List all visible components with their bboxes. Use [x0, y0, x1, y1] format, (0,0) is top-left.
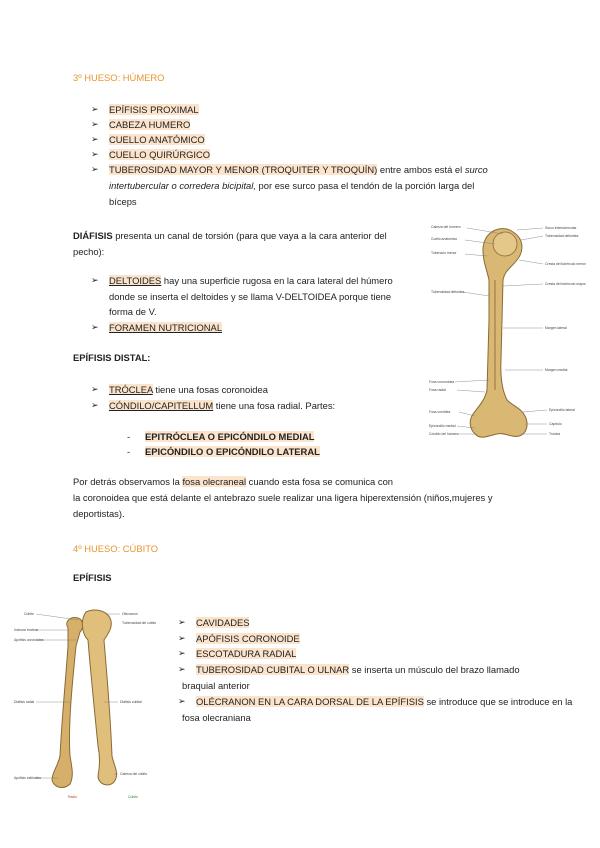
figure-label: Tróclea: [549, 432, 561, 436]
list-item: CÓNDILO/CAPITELLUM tiene una fosa radial. Partes:: [109, 400, 336, 411]
section-heading-cubito: 4º HUESO: CÚBITO: [73, 543, 159, 554]
figure-label: Tuberosidad del cúbito: [122, 621, 157, 625]
figure-label: Apófisis estiloides: [14, 776, 41, 780]
sub-list-item: EPICÓNDILO O EPICÓNDILO LATERAL: [145, 446, 320, 457]
figure-label: Margen medial: [545, 368, 568, 372]
list-item: TUBEROSIDAD MAYOR Y MENOR (TROQUITER Y TROQUÍN) entre ambos está el surco: [109, 164, 488, 175]
figure-label: Tubérculo menor: [431, 251, 457, 255]
list-item-continuation: donde se inserta el deltoides y se llama V-DELTOIDEA porque tiene: [109, 291, 392, 302]
paragraph-diafisis: DIÁFISIS presenta un canal de torsión (para que vaya a la cara anterior del: [73, 230, 387, 241]
figure-label: Radio: [68, 795, 77, 799]
list-item: CABEZA HUMERO: [109, 119, 191, 130]
figure-label: Cabeza del húmero: [431, 225, 461, 229]
paragraph: Por detrás observamos la fosa olecraneal cuando esta fosa se comunica con: [73, 476, 393, 487]
figure-label: Margen lateral: [545, 326, 567, 330]
bullet-icon: ➢: [91, 104, 99, 114]
list-item-continuation: braquial anterior: [182, 680, 250, 691]
figure-label: Cúbito: [128, 795, 138, 799]
figure-label: Diáfisis cubital: [120, 700, 142, 704]
subheading-epifisis-distal: EPÍFISIS DISTAL:: [73, 352, 151, 363]
bullet-icon: ➢: [178, 648, 186, 658]
figure-label: Cabeza del cúbito: [120, 772, 148, 776]
list-item: CUELLO ANATÓMICO: [109, 134, 205, 145]
figure-label: Capítulo: [549, 422, 562, 426]
list-item: CAVIDADES: [196, 617, 250, 628]
figure-label: Olécranon: [122, 612, 138, 616]
sub-list-item: EPITRÓCLEA O EPICÓNDILO MEDIAL: [145, 431, 315, 442]
figure-label: Cuello anatómico: [431, 237, 458, 241]
figure-label: Fosa coronoidea: [429, 380, 455, 384]
figure-label: Fosa radial: [429, 388, 446, 392]
list-item: TUBEROSIDAD CUBITAL O ULNAR se inserta un músculo del brazo llamado: [196, 664, 520, 675]
list-item: FORAMEN NUTRICIONAL: [109, 322, 223, 333]
bullet-icon: ➢: [91, 384, 99, 394]
bullet-icon: ➢: [91, 400, 99, 410]
humerus-illustration: [425, 220, 586, 468]
paragraph-continuation: deportistas).: [73, 508, 125, 519]
dash-bullet: -: [127, 446, 131, 457]
bullet-icon: ➢: [91, 149, 99, 159]
list-item: OLÉCRANON EN LA CARA DORSAL DE LA EPÍFISIS se introduce que se introduce en la: [196, 696, 573, 707]
list-item: TRÓCLEA tiene una fosas coronoidea: [109, 384, 268, 395]
list-item: EPÍFISIS PROXIMAL: [109, 104, 199, 115]
figure-label: Epicóndilo lateral: [549, 408, 575, 412]
list-item: CUELLO QUIRÚRGICO: [109, 149, 211, 160]
paragraph-continuation: la coronoidea que está delante el antebrazo suele realizar una ligera hiperextensión (niños,mujeres y: [73, 492, 493, 503]
list-item-continuation: forma de V.: [109, 306, 157, 317]
figure-label: Diáfisis radial: [14, 700, 35, 704]
bullet-icon: ➢: [91, 119, 99, 129]
bullet-icon: ➢: [91, 275, 99, 285]
figure-label: Epicóndilo medial: [429, 424, 456, 428]
bullet-icon: ➢: [178, 696, 186, 706]
section-heading-humero: 3º HUESO: HÚMERO: [73, 72, 165, 83]
dash-bullet: -: [127, 431, 131, 442]
figure-label: Fosa condílea: [429, 410, 451, 414]
figure-label: Apófisis coronoides: [14, 638, 44, 642]
figure-label: Tuberosidad deltoidea: [431, 290, 465, 294]
figure-label: Cúbito: [24, 612, 34, 616]
figure-label: Tuberosidad deltoidea: [545, 234, 579, 238]
figure-label: Surco intertubercular: [545, 226, 577, 230]
bullet-icon: ➢: [91, 134, 99, 144]
paragraph-diafisis-continuation: pecho):: [73, 246, 105, 257]
list-item: DELTOIDES hay una superficie rugosa en la cara lateral del húmero: [109, 275, 393, 286]
subheading-epifisis: EPÍFISIS: [73, 572, 112, 583]
bullet-icon: ➢: [178, 633, 186, 643]
bullet-icon: ➢: [91, 164, 99, 174]
ulna-radius-illustration: [10, 606, 170, 802]
list-item-continuation: fosa olecraniana: [182, 712, 251, 723]
list-item-continuation: intertubercular o corredera bicipital, por ese surco pasa el tendón de la porción larga del: [109, 180, 475, 191]
figure-label: Cóndilo del húmero: [429, 432, 459, 436]
figure-label: Incisura troclear: [14, 628, 39, 632]
figure-label: Cresta del tubérculo mayor: [545, 282, 586, 286]
bullet-icon: ➢: [178, 617, 186, 627]
list-item: APÓFISIS CORONOIDE: [196, 633, 300, 644]
figure-label: Cresta del tubérculo menor: [545, 262, 586, 266]
list-item: ESCOTADURA RADIAL: [196, 648, 297, 659]
bullet-icon: ➢: [178, 664, 186, 674]
list-item-continuation: bíceps: [109, 196, 137, 207]
bullet-icon: ➢: [91, 322, 99, 332]
